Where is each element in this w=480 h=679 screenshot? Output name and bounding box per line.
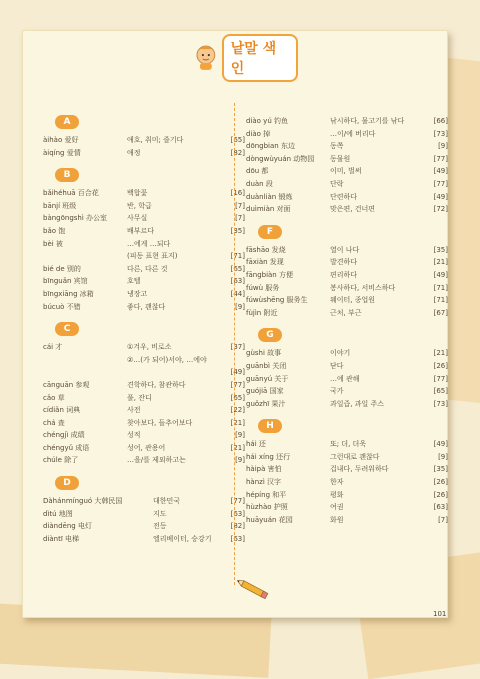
entry-word: àiqíng 爱情 bbox=[43, 148, 81, 157]
entry-meaning: 대한민국 bbox=[153, 497, 181, 506]
entry-meaning: 봉사하다, 서비스하다 bbox=[330, 283, 396, 292]
entry-word: diào 掉 bbox=[246, 129, 271, 138]
entry-page: [65] bbox=[230, 393, 245, 402]
index-section bbox=[246, 419, 450, 526]
section-letter-badge: F bbox=[258, 225, 282, 239]
index-entry bbox=[246, 476, 450, 489]
entry-word: fāxiàn 发现 bbox=[246, 258, 284, 267]
entry-page: [82] bbox=[230, 148, 245, 157]
index-entry bbox=[246, 398, 450, 411]
entry-meaning: 반, 학급 bbox=[127, 201, 152, 210]
entry-word: hái xíng 还行 bbox=[246, 452, 291, 461]
entry-meaning: 이야기 bbox=[330, 349, 351, 358]
index-section bbox=[246, 115, 450, 216]
index-entry bbox=[246, 115, 450, 128]
index-entry bbox=[246, 140, 450, 153]
entry-meaning: ②…(가 되어)서야, …에야 bbox=[127, 355, 207, 364]
entry-meaning: 동쪽 bbox=[330, 142, 344, 151]
index-entry bbox=[43, 454, 247, 467]
index-entry bbox=[246, 128, 450, 141]
entry-meaning: 또; 더, 더욱 bbox=[330, 440, 367, 449]
index-entry bbox=[246, 178, 450, 191]
index-entry bbox=[43, 508, 247, 521]
entry-page: [65] bbox=[230, 136, 245, 144]
entry-word: hàipà 害怕 bbox=[246, 465, 282, 474]
entry-meaning: 사전 bbox=[127, 406, 141, 415]
entry-word: cái 才 bbox=[43, 343, 63, 352]
entry-page: [35] bbox=[433, 245, 448, 254]
entry-meaning: 지도 bbox=[153, 509, 167, 518]
entry-meaning: 냉장고 bbox=[127, 289, 148, 298]
entry-page: [26] bbox=[433, 490, 448, 499]
entry-word: hànzì 汉字 bbox=[246, 478, 282, 487]
entry-word: guójiā 国家 bbox=[246, 387, 284, 396]
index-entry bbox=[43, 495, 247, 508]
entry-meaning: 열이 나다 bbox=[330, 245, 360, 254]
entry-page: [21] bbox=[230, 418, 245, 427]
entry-page: [49] bbox=[230, 368, 245, 377]
entry-page: [35] bbox=[230, 226, 245, 235]
entry-word: fúwùshēng 服务生 bbox=[246, 296, 308, 305]
entry-meaning: 발견하다 bbox=[330, 258, 358, 267]
entry-meaning: …이/에 버리다 bbox=[330, 129, 376, 138]
index-entry bbox=[43, 404, 247, 417]
index-entry bbox=[246, 256, 450, 269]
index-entry bbox=[246, 463, 450, 476]
index-entry bbox=[43, 134, 247, 147]
index-entry bbox=[246, 347, 450, 360]
index-section bbox=[43, 115, 247, 159]
entry-meaning: 전등 bbox=[153, 522, 167, 531]
index-entry bbox=[246, 203, 450, 216]
entry-page: [77] bbox=[433, 154, 448, 163]
entry-word: cānguān 参观 bbox=[43, 380, 90, 389]
entry-page: [35] bbox=[433, 465, 448, 474]
index-entry bbox=[246, 191, 450, 204]
entry-page: [9] bbox=[438, 142, 448, 151]
index-entry bbox=[246, 438, 450, 451]
entry-word: guǒzhī 果汁 bbox=[246, 399, 286, 408]
index-entry bbox=[246, 360, 450, 373]
index-section bbox=[43, 322, 247, 467]
entry-meaning: 풀, 잔디 bbox=[127, 393, 152, 402]
entry-word: diàndēng 电灯 bbox=[43, 522, 92, 531]
entry-word: fāngbiàn 方便 bbox=[246, 270, 293, 279]
entry-word: búcuò 不错 bbox=[43, 302, 81, 311]
entry-page: [9] bbox=[235, 302, 245, 311]
entry-meaning: 맞은편, 건너편 bbox=[330, 205, 376, 214]
entry-word: duàn 段 bbox=[246, 179, 273, 188]
entry-page: [67] bbox=[433, 308, 448, 317]
entry-word: bié de 别的 bbox=[43, 264, 81, 273]
entry-meaning: 엘리베이터, 승강기 bbox=[153, 534, 212, 543]
entry-meaning: …에게 …되다 bbox=[127, 239, 171, 248]
index-entry bbox=[43, 392, 247, 405]
index-entry bbox=[246, 514, 450, 527]
index-page bbox=[22, 30, 448, 618]
entry-word: chéngjì 成绩 bbox=[43, 431, 85, 440]
entry-page: [73] bbox=[433, 129, 448, 138]
entry-meaning: (피동 표현 표지) bbox=[127, 252, 178, 261]
index-entry bbox=[246, 385, 450, 398]
entry-page: [26] bbox=[433, 361, 448, 370]
entry-word: bīngxiāng 冰箱 bbox=[43, 289, 94, 298]
entry-page: [71] bbox=[230, 252, 245, 261]
index-entry bbox=[43, 366, 247, 379]
entry-meaning: 국가 bbox=[330, 387, 344, 396]
section-letter-badge: G bbox=[258, 328, 282, 342]
column-divider bbox=[234, 103, 235, 585]
entry-word: hùzhào 护照 bbox=[246, 503, 288, 512]
entry-meaning: 편리하다 bbox=[330, 270, 358, 279]
entry-word: chúle 除了 bbox=[43, 456, 79, 465]
entry-word: duànliàn 锻炼 bbox=[246, 192, 293, 201]
entry-meaning: 성적 bbox=[127, 431, 141, 440]
entry-word: cǎo 草 bbox=[43, 393, 65, 402]
entry-meaning: 호텔 bbox=[127, 277, 141, 286]
entry-word: dōu 都 bbox=[246, 167, 269, 176]
entry-meaning: 단락 bbox=[330, 179, 344, 188]
index-entry bbox=[43, 288, 247, 301]
page-number: 101 bbox=[433, 610, 447, 618]
entry-meaning: 배부르다 bbox=[127, 226, 155, 235]
entry-meaning: 과일즙, 과일 주스 bbox=[330, 399, 385, 408]
index-entry bbox=[43, 225, 247, 238]
entry-word: diào yú 钓鱼 bbox=[246, 117, 288, 125]
entry-meaning: 찾아보다, 들추어보다 bbox=[127, 418, 193, 427]
title-text: 낱말 색인 bbox=[222, 34, 298, 82]
index-entry bbox=[246, 282, 450, 295]
entry-word: diàntī 电梯 bbox=[43, 534, 80, 543]
entry-page: [71] bbox=[433, 283, 448, 292]
entry-word: guānbì 关闭 bbox=[246, 361, 287, 370]
entry-word: huāyuán 花园 bbox=[246, 515, 293, 524]
index-section bbox=[43, 476, 247, 545]
entry-page: [63] bbox=[230, 534, 245, 543]
entry-page: [9] bbox=[438, 452, 448, 461]
entry-meaning: 이미, 벌써 bbox=[330, 167, 362, 176]
index-entry bbox=[43, 379, 247, 392]
entry-page: [73] bbox=[433, 399, 448, 408]
left-column bbox=[43, 115, 247, 554]
entry-page: [65] bbox=[433, 387, 448, 396]
entry-page: [65] bbox=[230, 264, 245, 273]
index-entry bbox=[43, 200, 247, 213]
index-entry bbox=[246, 501, 450, 514]
entry-word: dōngbian 东边 bbox=[246, 142, 295, 151]
entry-page: [82] bbox=[230, 522, 245, 531]
entry-meaning: 백합꽃 bbox=[127, 189, 148, 198]
entry-page: [49] bbox=[433, 270, 448, 279]
page-title bbox=[194, 41, 298, 77]
entry-page: [71] bbox=[433, 296, 448, 305]
entry-page: [21] bbox=[230, 443, 245, 452]
entry-meaning: 애호, 취미; 즐기다 bbox=[127, 136, 184, 144]
entry-meaning: …에 관해 bbox=[330, 374, 360, 383]
entry-meaning: 닫다 bbox=[330, 361, 344, 370]
entry-word: bǎihéhuā 百合花 bbox=[43, 189, 99, 198]
entry-meaning: 단련하다 bbox=[330, 192, 358, 201]
entry-page: [63] bbox=[230, 277, 245, 286]
entry-word: hépíng 和平 bbox=[246, 490, 287, 499]
entry-page: [66] bbox=[433, 117, 448, 125]
entry-page: [63] bbox=[433, 503, 448, 512]
section-letter-badge: D bbox=[55, 476, 79, 490]
entry-meaning: 근처, 부근 bbox=[330, 308, 362, 317]
entry-page: [49] bbox=[433, 192, 448, 201]
entry-word: guānyú 关于 bbox=[246, 374, 289, 383]
index-entry bbox=[43, 212, 247, 225]
baby-icon bbox=[194, 45, 218, 71]
entry-meaning: 겁내다, 두려워하다 bbox=[330, 465, 389, 474]
entry-meaning: 동물원 bbox=[330, 154, 351, 163]
entry-meaning: 웨이터, 종업원 bbox=[330, 296, 376, 305]
entry-page: [21] bbox=[433, 349, 448, 358]
entry-page: [7] bbox=[235, 201, 245, 210]
entry-page: [77] bbox=[230, 380, 245, 389]
index-entry bbox=[246, 153, 450, 166]
index-entry bbox=[246, 451, 450, 464]
entry-page: [77] bbox=[230, 497, 245, 506]
entry-meaning: 낚시하다, 물고기를 낚다 bbox=[330, 117, 405, 125]
entry-page: [7] bbox=[438, 515, 448, 524]
index-entry bbox=[43, 238, 247, 251]
index-entry bbox=[43, 250, 247, 263]
entry-meaning: 사무실 bbox=[127, 214, 148, 223]
index-entry bbox=[43, 417, 247, 430]
index-entry bbox=[43, 147, 247, 160]
index-entry bbox=[43, 429, 247, 442]
index-section bbox=[43, 168, 247, 313]
entry-word: dòngwùyuán 动物园 bbox=[246, 154, 315, 163]
entry-page: [7] bbox=[235, 214, 245, 223]
entry-meaning: 견학하다, 참관하다 bbox=[127, 380, 186, 389]
entry-word: dìtú 地图 bbox=[43, 509, 73, 518]
entry-page: [22] bbox=[230, 406, 245, 415]
index-entry bbox=[43, 354, 247, 367]
index-entry bbox=[43, 341, 247, 354]
entry-page: [16] bbox=[230, 189, 245, 198]
index-entry bbox=[43, 275, 247, 288]
entry-word: fāshāo 发烧 bbox=[246, 245, 286, 254]
entry-word: àihào 爱好 bbox=[43, 136, 79, 144]
entry-page: [63] bbox=[230, 509, 245, 518]
entry-meaning: 좋다, 괜찮다 bbox=[127, 302, 166, 311]
entry-word: Dàhánmínguó 大韩民国 bbox=[43, 497, 123, 506]
entry-word: hái 还 bbox=[246, 440, 266, 449]
entry-meaning: 평화 bbox=[330, 490, 344, 499]
index-entry bbox=[43, 301, 247, 314]
entry-page: [72] bbox=[433, 205, 448, 214]
index-entry bbox=[246, 294, 450, 307]
entry-word: fùjìn 附近 bbox=[246, 308, 278, 317]
entry-page: [77] bbox=[433, 374, 448, 383]
section-letter-badge: A bbox=[55, 115, 79, 129]
entry-meaning: 다른, 다른 것 bbox=[127, 264, 168, 273]
entry-word: fúwù 服务 bbox=[246, 283, 280, 292]
entry-word: chéngyǔ 成语 bbox=[43, 443, 90, 452]
entry-word: duìmiàn 对面 bbox=[246, 205, 291, 214]
index-section bbox=[246, 328, 450, 410]
index-entry bbox=[246, 489, 450, 502]
entry-meaning: 그런대로 괜찮다 bbox=[330, 452, 380, 461]
index-entry bbox=[43, 533, 247, 546]
entry-page: [49] bbox=[433, 440, 448, 449]
entry-word: bǎo 饱 bbox=[43, 226, 66, 235]
entry-meaning: 성어, 관용어 bbox=[127, 443, 166, 452]
index-entry bbox=[246, 244, 450, 257]
entry-word: cídiǎn 词典 bbox=[43, 406, 81, 415]
entry-page: [21] bbox=[433, 258, 448, 267]
entry-meaning: 여권 bbox=[330, 503, 344, 512]
entry-meaning: …을/를 제외하고는 bbox=[127, 456, 186, 465]
entry-page: [49] bbox=[433, 167, 448, 176]
entry-page: [37] bbox=[230, 343, 245, 352]
index-entry bbox=[43, 263, 247, 276]
entry-word: gùshi 故事 bbox=[246, 349, 282, 358]
index-entry bbox=[246, 269, 450, 282]
index-entry bbox=[43, 187, 247, 200]
index-entry bbox=[43, 442, 247, 455]
pencil-icon bbox=[235, 579, 275, 601]
index-entry bbox=[246, 307, 450, 320]
entry-meaning: 애정 bbox=[127, 148, 141, 157]
entry-word: bānjí 班级 bbox=[43, 201, 77, 210]
entry-word: bèi 被 bbox=[43, 239, 63, 248]
entry-word: chá 查 bbox=[43, 418, 65, 427]
entry-meaning: 한자 bbox=[330, 478, 344, 487]
index-entry bbox=[246, 165, 450, 178]
section-letter-badge: C bbox=[55, 322, 79, 336]
entry-page: [77] bbox=[433, 179, 448, 188]
right-column bbox=[246, 115, 450, 535]
entry-word: bàngōngshì 办公室 bbox=[43, 214, 108, 223]
entry-word: bīnguǎn 宾馆 bbox=[43, 277, 88, 286]
index-section bbox=[246, 225, 450, 320]
index-entry bbox=[246, 373, 450, 386]
entry-page: [26] bbox=[433, 478, 448, 487]
entry-meaning: 화원 bbox=[330, 515, 344, 524]
entry-meaning: ①겨우, 비로소 bbox=[127, 343, 172, 352]
index-entry bbox=[43, 520, 247, 533]
entry-page: [44] bbox=[230, 289, 245, 298]
entry-page: [9] bbox=[235, 431, 245, 440]
section-letter-badge: B bbox=[55, 168, 79, 182]
section-letter-badge: H bbox=[258, 419, 282, 433]
entry-page: [9] bbox=[235, 456, 245, 465]
